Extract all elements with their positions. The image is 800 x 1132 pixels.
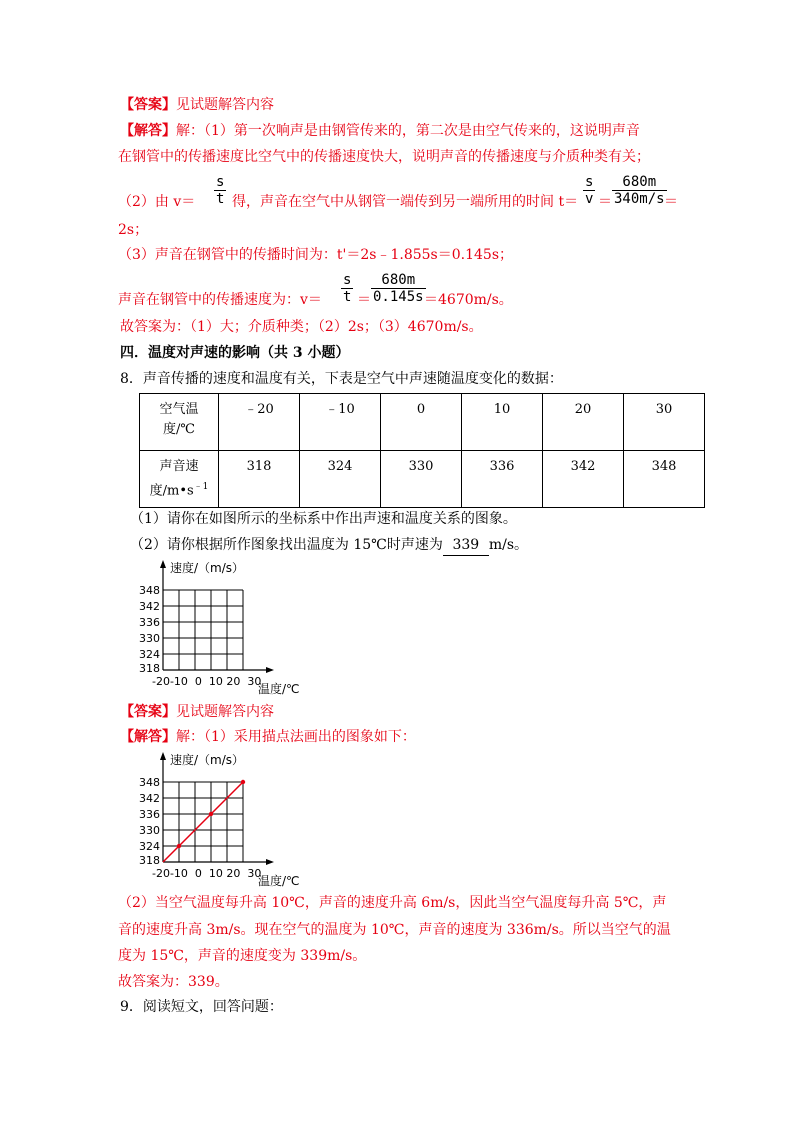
y-tick-label: 324 [139, 648, 160, 661]
solution-line-4: 2s； [118, 222, 149, 238]
x-axis-arrow-icon [266, 859, 274, 865]
fraction-s-over-v: $\frac{s}{v}$ [585, 174, 594, 207]
speed-temperature-chart [130, 750, 330, 890]
empty-chart-x-label: 温度/℃ [258, 682, 300, 696]
table-cell: ﹣20 [219, 394, 300, 451]
fraction-680-over-0145: $\frac{680m}{0.145s}$ [373, 272, 424, 305]
table-header-speed: 声音速 度$/m•s^{﹣1}$ [140, 451, 219, 508]
answer-tag: 【答案】 [120, 97, 176, 113]
answer-line-1: 【答案】见试题解答内容 [120, 97, 274, 113]
y-tick-label: 342 [139, 792, 160, 805]
y-tick-label: 330 [139, 824, 160, 837]
series-line [163, 782, 243, 862]
empty-coordinate-chart [130, 558, 330, 698]
y-tick-label: 342 [139, 600, 160, 613]
question-8-stem: 8．声音传播的速度和温度有关，下表是空气中声速随温度变化的数据： [120, 371, 563, 387]
table-cell: 10 [462, 394, 543, 451]
answer-blank: 339 [443, 535, 489, 556]
table-cell: 0 [381, 394, 462, 451]
solution-final-answer: 故答案为：（1）大；介质种类；（2）2s；（3）4670m/s。 [120, 319, 483, 335]
y-tick-label: 324 [139, 840, 160, 853]
solution-line-6a: 声音在钢管中的传播速度为：v＝ [118, 292, 322, 308]
table-cell: 324 [300, 451, 381, 508]
y-tick-label: 330 [139, 632, 160, 645]
fraction-s-over-t-2: $\frac{s}{t}$ [343, 272, 352, 305]
y-tick-label: 318 [139, 662, 160, 675]
q8-solution-2-line-3: 度为 15℃，声音的速度变为 339m/s。 [118, 948, 367, 964]
x-tick-labels: -20-10 0 10 20 30 [152, 867, 262, 880]
solution-line-5: （3）声音在钢管中的传播时间为：t'＝2s﹣1.855s＝0.145s； [118, 247, 513, 263]
chart-y-label: 速度/（m/s） [170, 753, 245, 767]
data-point [241, 780, 245, 784]
q8-solution-line: 【解答】解：（1）采用描点法画出的图象如下： [120, 729, 416, 745]
y-axis-arrow-icon [160, 752, 166, 760]
y-tick-label: 336 [139, 616, 160, 629]
fraction-s-over-t: $\frac{s}{t}$ [216, 174, 225, 207]
solution-line-1: 【解答】解：（1）第一次响声是由钢管传来的，第二次是由空气传来的，这说明声音 [120, 123, 640, 139]
table-cell: 318 [219, 451, 300, 508]
y-tick-label: 336 [139, 808, 160, 821]
data-point [177, 844, 181, 848]
x-tick-labels: -20-10 0 10 20 30 [152, 675, 262, 688]
empty-chart-y-label: 速度/（m/s） [170, 561, 245, 575]
fraction-680-over-340: $\frac{680m}{340m/s}$ [614, 174, 665, 207]
empty-chart-grid [163, 590, 243, 670]
chart-x-label: 温度/℃ [258, 874, 300, 888]
data-point [209, 812, 213, 816]
solution-line-2: 在钢管中的传播速度比空气中的传播速度快大，说明声音的传播速度与介质种类有关； [118, 149, 650, 165]
q8-final-answer: 故答案为：339。 [118, 974, 229, 990]
y-tick-label: 348 [139, 584, 160, 597]
table-header-temperature: 空气温 度/℃ [140, 394, 219, 451]
x-axis-arrow-icon [266, 667, 274, 673]
question-8-sub1: （1）请你在如图所示的坐标系中作出声速和温度关系的图象。 [130, 511, 517, 527]
question-9-stem: 9．阅读短文，回答问题： [120, 999, 283, 1015]
solution-line-3b: 得，声音在空气中从钢管一端传到另一端所用的时间 t＝ [232, 194, 579, 210]
table-cell: ﹣10 [300, 394, 381, 451]
q8-solution-2-line-2: 音的速度升高 3m/s。现在空气的温度为 10℃，声音的速度为 336m/s。所以当空气的温 [118, 922, 671, 938]
q8-solution-2-line-1: （2）当空气温度每升高 10℃，声音的速度升高 6m/s，因此当空气温度每升高 5℃，声 [118, 895, 667, 911]
table-row [140, 394, 705, 451]
section-title: 四．温度对声速的影响（共 3 小题） [120, 345, 350, 361]
table-cell: 30 [624, 394, 705, 451]
q8-answer-line: 【答案】见试题解答内容 [120, 704, 274, 720]
table-cell: 20 [543, 394, 624, 451]
y-axis-arrow-icon [160, 560, 166, 568]
table-cell: 348 [624, 451, 705, 508]
table-cell: 336 [462, 451, 543, 508]
temperature-speed-table [139, 393, 705, 508]
table-cell: 342 [543, 451, 624, 508]
chart-marks [163, 780, 245, 862]
table-cell: 330 [381, 451, 462, 508]
solution-line-3a: （2）由 v＝ [118, 194, 196, 210]
y-tick-label: 348 [139, 776, 160, 789]
question-8-sub2: （2）请你根据所作图象找出温度为 15℃时声速为 339 m/s。 [130, 535, 528, 556]
y-tick-label: 318 [139, 854, 160, 867]
table-row [140, 451, 705, 508]
solution-tag: 【解答】 [120, 123, 176, 139]
